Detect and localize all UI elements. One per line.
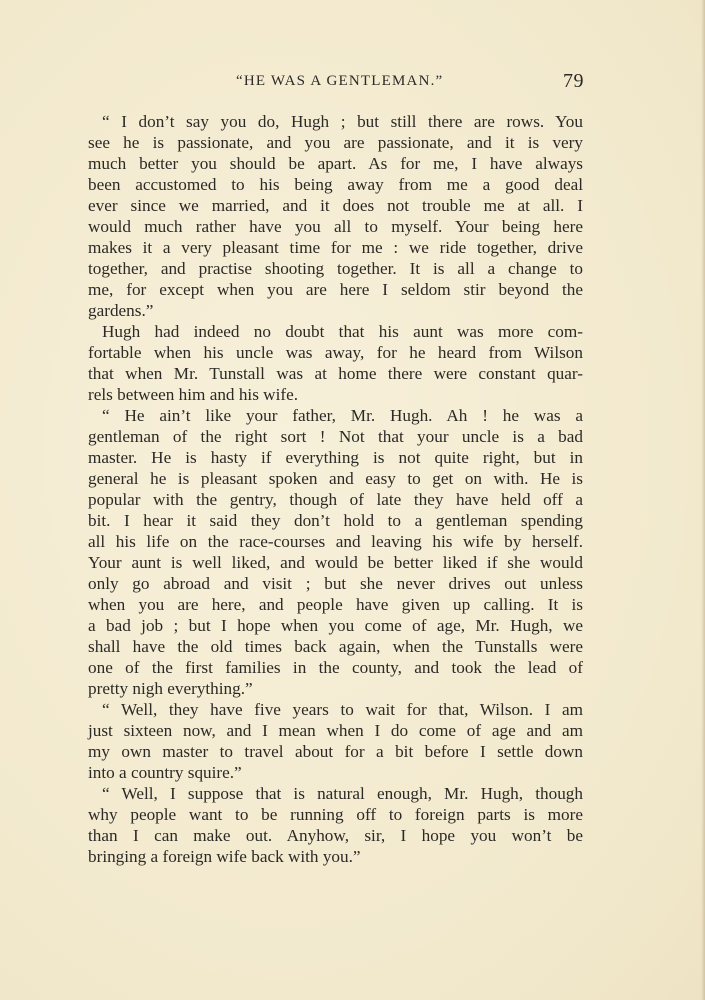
text-line: bringing a foreign wife back with you.”: [88, 847, 361, 866]
text-line: gentleman of the right sort ! Not that your uncle is a bad: [88, 427, 583, 446]
text-line: ever since we married, and it does not trouble me at all. I: [88, 196, 583, 215]
page-header: [88, 71, 584, 97]
text-line: a bad job ; but I hope when you come of age, Mr. Hugh, we: [88, 616, 583, 635]
text-line: why people want to be running off to foreign parts is more: [88, 805, 583, 824]
text-line: general he is pleasant spoken and easy to get on with. He is: [88, 469, 583, 488]
text-line: all his life on the race-courses and leaving his wife by herself.: [88, 532, 583, 551]
text-line: Your aunt is well liked, and would be better liked if she would: [88, 553, 583, 572]
running-head: “HE WAS A GENTLEMAN.”: [236, 73, 444, 89]
text-line: been accustomed to his being away from me a good deal: [88, 175, 583, 194]
text-line: shall have the old times back again, when the Tunstalls were: [88, 637, 583, 656]
page-edge-shadow: [701, 0, 705, 1000]
text-line: see he is passionate, and you are passionate, and it is very: [88, 133, 583, 152]
text-line: fortable when his uncle was away, for he heard from Wilson: [88, 343, 583, 362]
text-line: bit. I hear it said they don’t hold to a gentleman spending: [88, 511, 583, 530]
text-line: Hugh had indeed no doubt that his aunt was more com-: [102, 322, 583, 341]
text-line: that when Mr. Tunstall was at home there were constant quar-: [88, 364, 583, 383]
text-line: popular with the gentry, though of late they have held off a: [88, 490, 583, 509]
text-line: one of the first families in the county, and took the lead of: [88, 658, 583, 677]
text-line: than I can make out. Anyhow, sir, I hope you won’t be: [88, 826, 583, 845]
text-line: only go abroad and visit ; but she never drives out unless: [88, 574, 583, 593]
text-line: makes it a very pleasant time for me : we ride together, drive: [88, 238, 583, 257]
text-line: would much rather have you all to myself. Your being here: [88, 217, 583, 236]
text-line: into a country squire.”: [88, 763, 242, 782]
text-line: together, and practise shooting together. It is all a change to: [88, 259, 583, 278]
text-line: “ I don’t say you do, Hugh ; but still there are rows. You: [102, 112, 583, 131]
text-line: my own master to travel about for a bit before I settle down: [88, 742, 583, 761]
text-line: when you are here, and people have given up calling. It is: [88, 595, 583, 614]
text-line: just sixteen now, and I mean when I do come of age and am: [88, 721, 583, 740]
text-line: “ He ain’t like your father, Mr. Hugh. Ah ! he was a: [102, 406, 583, 425]
text-line: master. He is hasty if everything is not quite right, but in: [88, 448, 583, 467]
page-number: 79: [563, 70, 584, 92]
text-line: “ Well, they have five years to wait for that, Wilson. I am: [102, 700, 583, 719]
text-line: gardens.”: [88, 301, 154, 320]
body-text: [88, 111, 583, 867]
text-line: “ Well, I suppose that is natural enough, Mr. Hugh, though: [102, 784, 583, 803]
text-line: rels between him and his wife.: [88, 385, 299, 404]
text-line: much better you should be apart. As for me, I have always: [88, 154, 583, 173]
text-line: pretty nigh everything.”: [88, 679, 253, 698]
text-line: me, for except when you are here I seldom stir beyond the: [88, 280, 583, 299]
